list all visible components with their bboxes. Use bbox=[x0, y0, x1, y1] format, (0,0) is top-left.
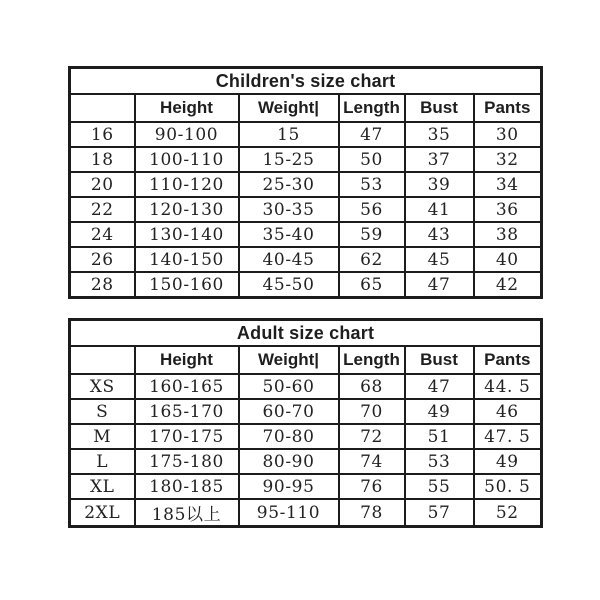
value-cell: 47 bbox=[405, 272, 474, 298]
size-label-cell: XS bbox=[70, 374, 135, 399]
value-cell: 53 bbox=[339, 172, 405, 197]
table-row bbox=[70, 272, 542, 298]
children-size-table bbox=[68, 66, 543, 299]
children-table-header-row bbox=[70, 94, 542, 122]
value-cell: 90-95 bbox=[239, 474, 339, 499]
value-cell: 185以上 bbox=[135, 499, 239, 527]
value-cell: 90-100 bbox=[135, 122, 239, 147]
value-cell: 110-120 bbox=[135, 172, 239, 197]
table-row bbox=[70, 147, 542, 172]
value-cell: 72 bbox=[339, 424, 405, 449]
value-cell: 34 bbox=[474, 172, 542, 197]
value-cell: 53 bbox=[405, 449, 474, 474]
value-cell: 47 bbox=[339, 122, 405, 147]
size-label-cell: 26 bbox=[70, 247, 135, 272]
column-header-length: Length bbox=[339, 94, 405, 122]
value-cell: 42 bbox=[474, 272, 542, 298]
value-cell: 30-35 bbox=[239, 197, 339, 222]
column-header-height: Height bbox=[135, 94, 239, 122]
value-cell: 78 bbox=[339, 499, 405, 527]
table-row bbox=[70, 122, 542, 147]
table-row bbox=[70, 197, 542, 222]
table-row bbox=[70, 499, 542, 527]
value-cell: 49 bbox=[405, 399, 474, 424]
size-label-cell: L bbox=[70, 449, 135, 474]
size-label-cell: 16 bbox=[70, 122, 135, 147]
value-cell: 35 bbox=[405, 122, 474, 147]
value-cell: 150-160 bbox=[135, 272, 239, 298]
value-cell: 70-80 bbox=[239, 424, 339, 449]
value-cell: 25-30 bbox=[239, 172, 339, 197]
value-cell: 44. 5 bbox=[474, 374, 542, 399]
column-header-weight: Weight| bbox=[239, 346, 339, 374]
adult-size-table bbox=[68, 318, 543, 528]
value-cell: 45 bbox=[405, 247, 474, 272]
size-label-cell: S bbox=[70, 399, 135, 424]
adult-table-title-row bbox=[70, 320, 542, 347]
column-header-size bbox=[70, 94, 135, 122]
value-cell: 95-110 bbox=[239, 499, 339, 527]
value-cell: 51 bbox=[405, 424, 474, 449]
value-cell: 47. 5 bbox=[474, 424, 542, 449]
column-header-pants: Pants bbox=[474, 94, 542, 122]
value-cell: 40-45 bbox=[239, 247, 339, 272]
value-cell: 140-150 bbox=[135, 247, 239, 272]
column-header-size bbox=[70, 346, 135, 374]
table-row bbox=[70, 222, 542, 247]
value-cell: 43 bbox=[405, 222, 474, 247]
table-row bbox=[70, 474, 542, 499]
value-cell: 37 bbox=[405, 147, 474, 172]
value-cell: 46 bbox=[474, 399, 542, 424]
value-cell: 120-130 bbox=[135, 197, 239, 222]
value-cell: 160-165 bbox=[135, 374, 239, 399]
value-cell: 62 bbox=[339, 247, 405, 272]
value-cell: 74 bbox=[339, 449, 405, 474]
value-cell: 55 bbox=[405, 474, 474, 499]
value-cell: 170-175 bbox=[135, 424, 239, 449]
value-cell: 60-70 bbox=[239, 399, 339, 424]
adult-table-header-row bbox=[70, 346, 542, 374]
value-cell: 70 bbox=[339, 399, 405, 424]
value-cell: 35-40 bbox=[239, 222, 339, 247]
value-cell: 15-25 bbox=[239, 147, 339, 172]
value-cell: 100-110 bbox=[135, 147, 239, 172]
column-header-bust: Bust bbox=[405, 94, 474, 122]
value-cell: 50 bbox=[339, 147, 405, 172]
value-cell: 50. 5 bbox=[474, 474, 542, 499]
size-label-cell: 20 bbox=[70, 172, 135, 197]
value-cell: 68 bbox=[339, 374, 405, 399]
column-header-height: Height bbox=[135, 346, 239, 374]
children-table-title-row bbox=[70, 68, 542, 95]
size-label-cell: 22 bbox=[70, 197, 135, 222]
value-cell: 59 bbox=[339, 222, 405, 247]
value-cell: 38 bbox=[474, 222, 542, 247]
table-row bbox=[70, 424, 542, 449]
column-header-weight: Weight| bbox=[239, 94, 339, 122]
value-cell: 65 bbox=[339, 272, 405, 298]
value-cell: 30 bbox=[474, 122, 542, 147]
size-label-cell: 28 bbox=[70, 272, 135, 298]
table-row bbox=[70, 449, 542, 474]
table-row bbox=[70, 172, 542, 197]
value-cell: 49 bbox=[474, 449, 542, 474]
table-row bbox=[70, 399, 542, 424]
value-cell: 45-50 bbox=[239, 272, 339, 298]
value-cell: 36 bbox=[474, 197, 542, 222]
table-row bbox=[70, 247, 542, 272]
value-cell: 175-180 bbox=[135, 449, 239, 474]
value-cell: 40 bbox=[474, 247, 542, 272]
value-cell: 57 bbox=[405, 499, 474, 527]
size-label-cell: 24 bbox=[70, 222, 135, 247]
adult-table-title: Adult size chart bbox=[70, 320, 542, 347]
value-cell: 76 bbox=[339, 474, 405, 499]
value-cell: 15 bbox=[239, 122, 339, 147]
value-cell: 130-140 bbox=[135, 222, 239, 247]
value-cell: 80-90 bbox=[239, 449, 339, 474]
value-cell: 41 bbox=[405, 197, 474, 222]
value-cell: 52 bbox=[474, 499, 542, 527]
size-label-cell: M bbox=[70, 424, 135, 449]
value-cell: 165-170 bbox=[135, 399, 239, 424]
column-header-bust: Bust bbox=[405, 346, 474, 374]
children-table-title: Children's size chart bbox=[70, 68, 542, 95]
value-cell: 56 bbox=[339, 197, 405, 222]
value-cell: 180-185 bbox=[135, 474, 239, 499]
column-header-pants: Pants bbox=[474, 346, 542, 374]
column-header-length: Length bbox=[339, 346, 405, 374]
table-row bbox=[70, 374, 542, 399]
size-label-cell: XL bbox=[70, 474, 135, 499]
value-cell: 47 bbox=[405, 374, 474, 399]
size-label-cell: 2XL bbox=[70, 499, 135, 527]
value-cell: 32 bbox=[474, 147, 542, 172]
value-cell: 50-60 bbox=[239, 374, 339, 399]
size-label-cell: 18 bbox=[70, 147, 135, 172]
value-cell: 39 bbox=[405, 172, 474, 197]
